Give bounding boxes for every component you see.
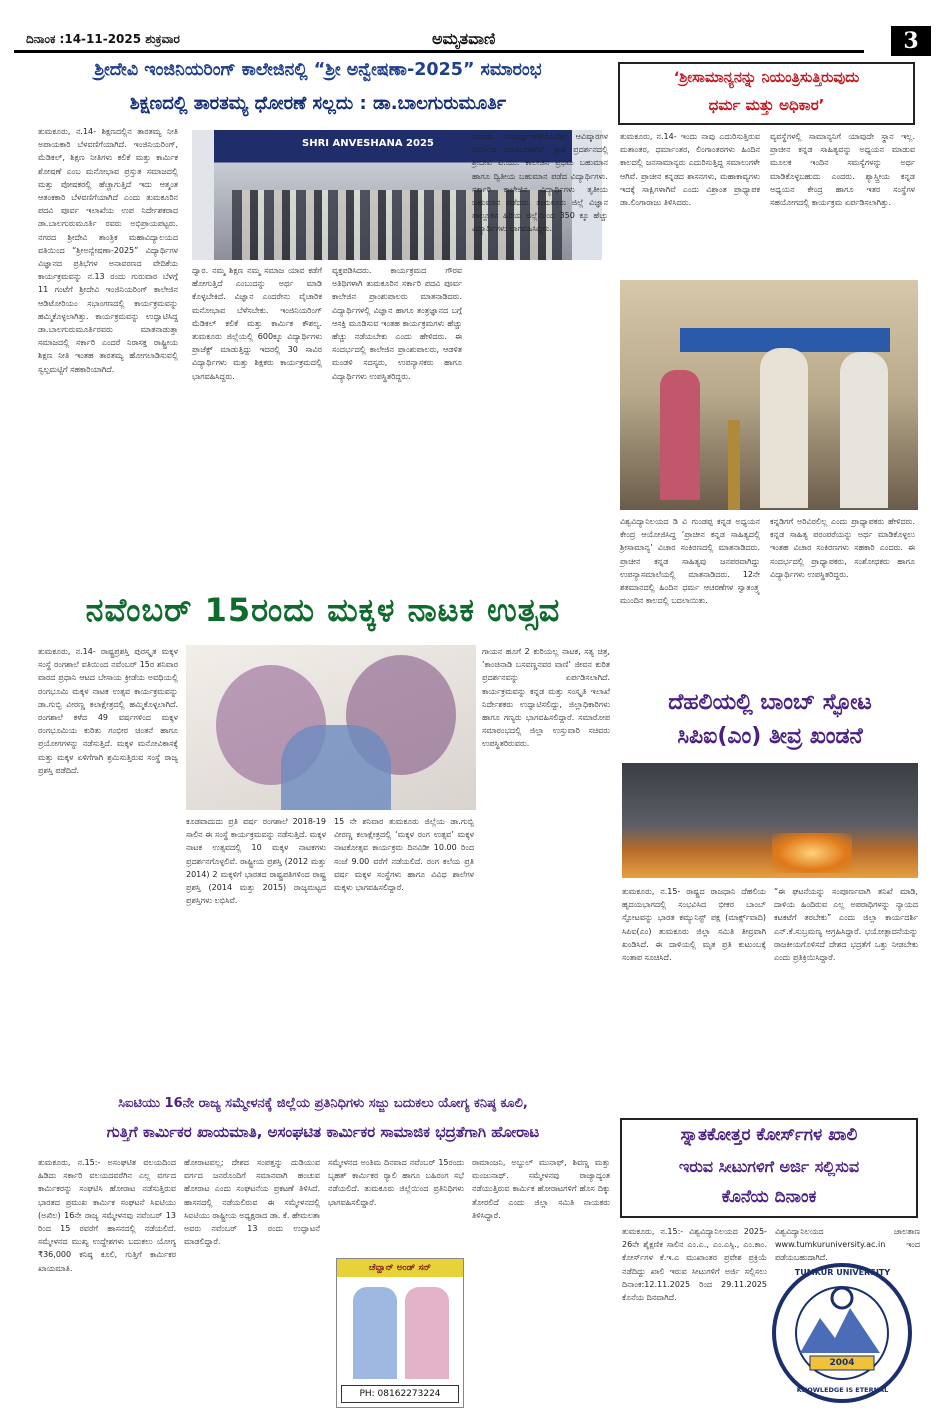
story2-photo [620,280,918,510]
seal-name: TUMKUR UNIVERSITY [794,1268,891,1277]
story5-column-2: ಹೋರಾಟವಲ್ಲ; ದೇಶದ ಸಂಪತ್ತನ್ನು ದುಡಿಯುವ ವರ್ಗದ ಜನರೊಂದಿಗೆ ಸಮಾನವಾಗಿ ಹಂಚುವ ಹೋರಾಟ ಎಂದು ಸಂಘಟನೆಯ ಪ್ರಕಟಣೆ ತಿಳಿಸಿದೆ. ಹಾಸನದಲ್ಲಿ ನಡೆಯಲಿರುವ ಈ ಸಮ್ಮೇಳನದಲ್ಲಿ ಸಿಐಟಿಯು ರಾಷ್ಟ್ರೀಯ ಅಧ್ಯಕ್ಷರಾದ ಡಾ. ಕೆ. ಹೇಮಲತಾ ಅವರು ನವೆಂಬರ್ 13 ರಂದು ಉದ್ಘಾಟನೆ ಮಾಡಲಿದ್ದಾರೆ. [184,1158,320,1247]
ad-child-1 [353,1287,397,1379]
story3-column-3: 15 ನೇ ಶನಿವಾರ ತುಮಕೂರು ಜಿಲ್ಲೆಯ ಡಾ.ಗುಬ್ಬಿ ವೀರಣ್ಣ ಕಲಾಕ್ಷೇತ್ರದಲ್ಲಿ ‘ಮಕ್ಕಳ ರಂಗ ಉತ್ಸವ’ ಮಕ್ಕಳ ನಾಟಕೋತ್ಸವ ಕಾರ್ಯಕ್ರಮ ದಿನವಿಡೀ 10.00 ರಿಂದ ಸಂಜೆ 9.00 ವರೆಗೆ ನಡೆಯಲಿದೆ. ರಂಗ ಕಲೆಯ ಪ್ರತಿ ವರ್ಷ ಮಕ್ಕಳ ಸಂಸ್ಥೆಗಳು ಹಾಗೂ ವಿವಿಧ ಶಾಲೆಗಳ ಮಕ್ಕಳು ಭಾಗವಹಿಸಲಿದ್ದಾರೆ. [334,817,474,893]
story3-illustration [186,645,476,810]
story5-headline-line2: ಗುತ್ತಿಗೆ ಕಾರ್ಮಿಕರ ಖಾಯಮಾತಿ, ಅಸಂಘಟಿತ ಕಾರ್ಮಿಕರ ಸಾಮಾಜಿಕ ಭದ್ರತೆಗಾಗಿ ಹೋರಾಟ [106,1123,540,1141]
ad-phone: PH: 08162273224 [341,1385,459,1403]
story1-column-4: ಎಂದರು. ಸಾಮರ್ಥ್ಯಗಳಿಕೆಯೊಂದಿಗೆ ಆವಿಷ್ಕಾರಗಳ ನಿರ್ಮಾಣ ಮಾಡಬೇಕಾಗಿದೆ. ಕ್ರೀಡೆ ಪ್ರದರ್ಶನದಲ್ಲಿ ಶ್ರೀದೇವಿ ಪಿ.ಯು. ಕಾಲೇಜಿನ ಪ್ರಥಮ ಬಹುಮಾನ ಹಾಗೂ ದ್ವಿತೀಯ ಬಹುಮಾನ ಪಡೆದ ವಿದ್ಯಾರ್ಥಿಗಳು. ಸರ್ಕಾರಿ ಕಾಲೇಜಿನ ವಿದ್ಯಾರ್ಥಿಗಳು ತೃತೀಯ ಬಹುಮಾನ ಪಡೆದರು. ತುಮಕೂರು ಜಿಲ್ಲೆ ವಿಜ್ಞಾನ ತಾಲ್ಲೂಕಿನ ಹಿರಿಯ ಜಿಲ್ಲೆಯಿಂದ 350 ಕ್ಕೂ ಹೆಚ್ಚು ವಿದ್ಯಾರ್ಥಿಗಳು ಭಾಗವಹಿಸಿದ್ದರು. [472,132,608,234]
story3-column-4: ಗಾಯನ ಹೂಗೆ 2 ಕುರಿಯಲ್ಲ ನಾಟಕ, ಸತ್ಯ ಚಿತ್ರ, ‘ಕಾಂಚಿನಾಡಿ ಬಸವಣ್ಣನವರ ವಾಣಿ’ ಜೀವನ ಕುರಿತ ಪ್ರದರ್ಶನವನ್ನು ಏರ್ಪಡಿಸಲಾಗಿದೆ. ಕಾರ್ಯಕ್ರಮವನ್ನು ಕನ್ನಡ ಮತ್ತು ಸಂಸ್ಕೃತಿ ಇಲಾಖೆ ನಿರ್ದೇಶಕರು ಉದ್ಘಾಟಿಸಲಿದ್ದು, ಜಿಲ್ಲಾಧಿಕಾರಿಗಳು ಹಾಗೂ ಗಣ್ಯರು ಭಾಗವಹಿಸಲಿದ್ದಾರೆ. ಸಮಾರೋಪ ಸಮಾರಂಭದಲ್ಲಿ ಜಿಲ್ಲಾ ಉಸ್ತುವಾರಿ ಸಚಿವರು ಉಪಸ್ಥಿತರಿರುವರು. [482,647,610,749]
story3-headline: ನವೆಂಬರ್ 15ರಂದು ಮಕ್ಕಳ ನಾಟಕ ಉತ್ಸವ [85,591,561,629]
story2-headline-line2: ಧರ್ಮ ಮತ್ತು ಅಧಿಕಾರ’ [708,96,825,114]
story6-headline-line2: ಇರುವ ಸೀಟುಗಳಿಗೆ ಅರ್ಜಿ ಸಲ್ಲಿಸುವ [678,1157,860,1176]
story3-column-1: ತುಮಕೂರು, ನ.14- ರಾಷ್ಟ್ರಪ್ರಶಸ್ತಿ ಪುರಸ್ಕೃತ ಮಕ್ಕಳ ಸಂಸ್ಥೆ ರಂಗಶಾಲೆ ವತಿಯಿಂದ ನವೆಂಬರ್ 15ರ ಶನಿವಾರ ವಾರದ ಪ್ರಧಾನಿ ಆಟದ ಬೇಸಾಯ ಕ್ರೀಡೆಯ ಅವಧಿಯಲ್ಲಿ ರಂಗಭೂಮಿ ಮಕ್ಕಳ ನಾಟಕ ಉತ್ಸವ ಕಾರ್ಯಕ್ರಮವನ್ನು ಡಾ.ಗುಬ್ಬಿ ವೀರಣ್ಣ ಕಲಾಕ್ಷೇತ್ರದಲ್ಲಿ ಹಮ್ಮಿಕೊಳ್ಳಲಾಗಿದೆ. ರಂಗಶಾಲೆ ಕಳೆದ 49 ವರ್ಷಗಳಿಂದ ಮಕ್ಕಳ ರಂಗಭೂಮಿಯ ಕುರಿತು ಗಂಭೀರ ಚಿಂತನೆ ಹಾಗೂ ಪ್ರಯೋಗಗಳನ್ನು ನಡೆಸುತ್ತಿದೆ. ಮಕ್ಕಳ ಮನೋವಿಕಾಸಕ್ಕೆ ಮತ್ತು ಮಕ್ಕಳ ಏಳಿಗೆಗಾಗಿ ಶ್ರಮಿಸುತ್ತಿರುವ ಸಂಸ್ಥೆ ರಾಜ್ಯ ಪ್ರಶಸ್ತಿ ಪಡೆದಿದೆ. [38,647,178,775]
ad-child-2 [405,1287,449,1379]
story6-headline-line1: ಸ್ನಾತಕೋತ್ತರ ಕೋರ್ಸ್‌ಗಳ ಖಾಲಿ [680,1125,858,1145]
ad-brand: ಚೆವ್ಹಾನ್ ಅಂಡ್ ಸನ್ [337,1259,463,1277]
story4-photo [622,763,918,878]
photo-fire [772,833,852,873]
story4-column-2: “ಈ ಘಟನೆಯನ್ನು ಸಂಪೂರ್ಣವಾಗಿ ತನಿಖೆ ಮಾಡಿ, ದಾಳಿಯ ಹಿಂದಿರುವ ಎಲ್ಲ ಅಪರಾಧಿಗಳನ್ನು ನ್ಯಾಯದ ಕಟಕಟೆಗೆ ತರಬೇಕು” ಎಂದು ಜಿಲ್ಲಾ ಕಾರ್ಯದರ್ಶಿ ಎನ್.ಕೆ.ಸುಬ್ರಮಣ್ಯ ಆಗ್ರಹಿಸಿದ್ದಾರೆ. ಭಯೋತ್ಪಾದನೆಯನ್ನು ರಾಜಕೀಯಗೊಳಿಸದೆ ದೇಶದ ಭದ್ರತೆಗೆ ಒತ್ತು ನೀಡಬೇಕು ಎಂದು ಪ್ರತಿಕ್ರಿಯಿಸಿದ್ದಾರೆ. [774,887,918,963]
story3-column-2: ಕೂಡವಾದುದು ಪ್ರತಿ ವರ್ಷ ರಂಗಶಾಲೆ 2018-19 ಸಾಲಿನ ಈ ಸಂಸ್ಥೆ ಕಾರ್ಯಕ್ರಮವನ್ನು ನಡೆಸುತ್ತಿದೆ. ಮಕ್ಕಳ ನಾಟಕ ಉತ್ಸವದಲ್ಲಿ 10 ಮಕ್ಕಳ ನಾಟಕಗಳು ಪ್ರದರ್ಶನಗೊಳ್ಳಲಿವೆ. ರಾಷ್ಟ್ರೀಯ ಪ್ರಶಸ್ತಿ (2012 ಮತ್ತು 2014) 2 ಮಕ್ಕಳಿಗೆ ಭಾರತದ ರಾಷ್ಟ್ರಪತಿಗಳಿಂದ ರಾಷ್ಟ್ರ ಪ್ರಶಸ್ತಿ (2014 ಮತ್ತು 2015) ರಾಜ್ಯಮಟ್ಟದ ಪ್ರಶಸ್ತಿಗಳು ಲಭಿಸಿವೆ. [186,817,326,906]
story2-column-2: ವ್ಯವಸ್ಥೆಗಳಲ್ಲಿ ಸಾಮಾನ್ಯನಿಗೆ ಯಾವುದೇ ಸ್ಥಾನ ಇಲ್ಲ. ಪ್ರಾಚೀನ ಕನ್ನಡ ಸಾಹಿತ್ಯವನ್ನು ಅಧ್ಯಯನ ಮಾಡುವ ಮೂಲಕ ಇಂದಿನ ಸಮಸ್ಯೆಗಳನ್ನು ಅರ್ಥ ಮಾಡಿಕೊಳ್ಳಬಹುದು ಎಂದರು. ಶ್ಯಾಸ್ತ್ರೀಯ ಕನ್ನಡ ಅಧ್ಯಯನ ಕೇಂದ್ರ ಹಾಗೂ ಇತರ ಸಂಸ್ಥೆಗಳ ಸಹಯೋಗದಲ್ಲಿ ಕಾರ್ಯಕ್ರಮ ಏರ್ಪಡಿಸಲಾಗಿತ್ತು. [770,132,915,208]
story2-headline-box [618,62,915,125]
illustration-children [281,725,391,810]
seal-year: 2004 [829,1358,855,1368]
story1-column-3: ವ್ಯಕ್ತಪಡಿಸಿದರು. ಕಾರ್ಯಕ್ರಮದ ಗೌರವ ಅತಿಥಿಗಳಾಗಿ ತುಮಕೂರಿನ ಸರ್ಕಾರಿ ಪದವಿ ಪೂರ್ವ ಕಾಲೇಜಿನ ಪ್ರಾಂಶುಪಾಲರು ಮಾತನಾಡಿದರು. ವಿದ್ಯಾರ್ಥಿಗಳಲ್ಲಿ ವಿಜ್ಞಾನ ಹಾಗೂ ತಂತ್ರಜ್ಞಾನದ ಬಗ್ಗೆ ಆಸಕ್ತಿ ಮೂಡಿಸುವ ಇಂತಹ ಕಾರ್ಯಕ್ರಮಗಳು ಹೆಚ್ಚು ಹೆಚ್ಚು ನಡೆಯಬೇಕು ಎಂದು ಹೇಳಿದರು. ಈ ಸಂದರ್ಭದಲ್ಲಿ ಕಾಲೇಜಿನ ಪ್ರಾಂಶುಪಾಲರು, ಆಡಳಿತ ಮಂಡಳಿ ಸದಸ್ಯರು, ಉಪನ್ಯಾಸಕರು ಹಾಗೂ ವಿದ್ಯಾರ್ಥಿಗಳು ಉಪಸ್ಥಿತರಿದ್ದರು. [332,266,462,381]
story1-headline-line1: ಶ್ರೀದೇವಿ ಇಂಜಿನಿಯರಿಂಗ್ ಕಾಲೇಜಿನಲ್ಲಿ “ಶ್ರೀ ಅನ್ವೇಷಣಾ-2025” ಸಮಾರಂಭ [94,60,542,80]
story1-headline-line2: ಶಿಕ್ಷಣದಲ್ಲಿ ತಾರತಮ್ಯ ಧೋರಣೆ ಸಲ್ಲದು : ಡಾ.ಬಾಲಗುರುಮೂರ್ತಿ [129,93,507,114]
school-uniform-ad [336,1258,464,1408]
story5-column-1: ತುಮಕೂರು, ನ.15:- ಅಸಂಘಟಿತ ವಲಯದಿಂದ ಹಿಡಿದು ಸರ್ಕಾರಿ ವಲಯದವರೆಗಿನ ಎಲ್ಲ ವರ್ಗದ ಕಾರ್ಮಿಕರನ್ನು ಸಂಘಟಿಸಿ ಹೋರಾಟ ನಡೆಸುತ್ತಿರುವ ಭಾರತದ ಪ್ರಮುಖ ಕಾರ್ಮಿಕ ಸಂಘಟನೆ ಸಿಐಟಿಯು (ಅಖಿಲ) 16ನೇ ರಾಜ್ಯ ಸಮ್ಮೇಳನವು ನವೆಂಬರ್ 13 ರಿಂದ 15 ರವರೆಗೆ ಹಾಸನದಲ್ಲಿ ನಡೆಯಲಿದೆ. ಸಮ್ಮೇಳನದ ಮುಖ್ಯ ಉದ್ದೇಶಗಳು ಬದುಕಲು ಯೋಗ್ಯ ₹36,000 ಕನಿಷ್ಠ ಕೂಲಿ, ಗುತ್ತಿಗೆ ಕಾರ್ಮಿಕರ ಖಾಯಮಾತಿ. [38,1158,176,1273]
story1-column-2: ದ್ವಾರ. ನಮ್ಮ ಶಿಕ್ಷಣ ನಮ್ಮ ಸಮಾಜ ಯಾವ ಕಡೆಗೆ ಹೋಗುತ್ತಿದೆ ಎಂಬುದನ್ನು ಅರ್ಥ ಮಾಡಿ ಕೊಳ್ಳಬೇಕಿದೆ. ವಿಜ್ಞಾನ ಎಂದರೇನು ವೈಚಾರಿಕ ಮನೋಭಾವ ಬೆಳೆಸಬೇಕು. ಇಂಜಿನಿಯರಿಂಗ್ ಮೆಡಿಕಲ್ ಕಲಿಕೆ ಮತ್ತು ಕಾರ್ಮಿಕ ಕೌಶಲ್ಯ. ತುಮಕೂರು ಜಿಲ್ಲೆಯಲ್ಲಿ 600ಕ್ಕೂ ವಿದ್ಯಾರ್ಥಿಗಳು ಪ್ರಾಜೆಕ್ಟ್ ಮಾಡುತ್ತಿದ್ದು ಇದರಲ್ಲಿ 30 ಸಾವಿರ ವಿದ್ಯಾರ್ಥಿಗಳು ಮತ್ತು ಶಿಕ್ಷಕರು ಕಾರ್ಯಕ್ರಮದಲ್ಲಿ ಭಾಗವಹಿಸಿದ್ದರು. [192,266,322,381]
story2-column-3: ವಿಶ್ವವಿದ್ಯಾನಿಲಯದ ಡಿ ವಿ ಗುಂಡಪ್ಪ ಕನ್ನಡ ಅಧ್ಯಯನ ಕೇಂದ್ರ ಆಯೋಜಿಸಿದ್ದ ‘ಪ್ರಾಚೀನ ಕನ್ನಡ ಸಾಹಿತ್ಯದಲ್ಲಿ ಶ್ರೀಸಾಮಾನ್ಯ’ ವಿಚಾರ ಸಂಕಿರಣದಲ್ಲಿ ಮಾತನಾಡಿದರು. ಪ್ರಾಚೀನ ಕನ್ನಡ ಸಾಹಿತ್ಯವು ಜನಪರವಾಗಿದ್ದು ಉಪನ್ಯಾಸಮಾಲೆಯಲ್ಲಿ ಮಾತನಾಡಿದರು. 12ನೇ ಶತಮಾನದಲ್ಲಿ ಹಿಂದಿನ ಧರ್ಮ ಆಚರಣೆಗಳ ಸ್ವಾತಂತ್ರ್ಯ ಮುಂದಿನ ಕಾಲದಲ್ಲಿ ಬದಲಾಯಿತು. [620,517,760,606]
photo-lamp [728,420,740,510]
story2-column-1: ತುಮಕೂರು, ನ.14- ಇಂದು ನಾವು ಎದುರಿಸುತ್ತಿರುವ ಮತಾಂತರ, ಧರ್ಮಾಂತರ, ಲಿಂಗಾಂತರಗಳು ಹಿಂದಿನ ಕಾಲದಲ್ಲಿ ಜನಸಾಮಾನ್ಯರು ಎದುರಿಸುತ್ತಿದ್ದ ಸಮಾಲುಗಳೇ ಆಗಿವೆ. ಪ್ರಾಚೀನ ಕನ್ನಡದ ಶಾಸನಗಳು, ಮಹಾಕಾವ್ಯಗಳು ಇದಕ್ಕೆ ಸಾಕ್ಷಿಗಳಾಗಿವೆ ಎಂದು ವಿಶ್ರಾಂತ ಪ್ರಾಧ್ಯಾಪಕ ಡಾ.ಲಿಂಗಾರಾಜು ತಿಳಿಸಿದರು. [620,132,760,208]
story6-column-1: ತುಮಕೂರು, ನ.15:- ವಿಶ್ವವಿದ್ಯಾನಿಲಯದ 2025-26ನೇ ಶೈಕ್ಷಣಿಕ ಸಾಲಿನ ಎಂ.ಎ., ಎಂ.ಎಸ್ಸಿ., ಎಂ.ಕಾಂ. ಕೋರ್ಸ್‌ಗಳ ಕೆ.ಇ.ಎ ಮುಖಾಂತರ ಪ್ರವೇಶ ಪ್ರಕ್ರಿಯೆ ನಡೆದಿದ್ದು ಖಾಲಿ ಇರುವ ಸೀಟುಗಳಿಗೆ ಅರ್ಜಿ ಸಲ್ಲಿಸಲು ದಿನಾಂಕ:12.11.2025 ರಿಂದ 29.11.2025 ಕೊನೆಯ ದಿನವಾಗಿದೆ. [622,1227,767,1303]
seal-motto: KNOWLEDGE IS ETERNAL [796,1386,889,1394]
story2-column-4: ಕನ್ನಡಿಗಗೆ ಅರಿವಿರಲಿಲ್ಲ ಎಂದು ಪ್ರಾಧ್ಯಾಪಕರು ಹೇಳಿದರು. ಕನ್ನಡ ಸಾಹಿತ್ಯ ಪರಂಪರೆಯನ್ನು ಅರ್ಥ ಮಾಡಿಕೊಳ್ಳಲು ಇಂತಹ ವಿಚಾರ ಸಂಕಿರಣಗಳು ಸಹಕಾರಿ ಎಂದರು. ಈ ಸಂದರ್ಭದಲ್ಲಿ ಪ್ರಾಧ್ಯಾಪಕರು, ಸಂಶೋಧಕರು ಹಾಗೂ ವಿದ್ಯಾರ್ಥಿಗಳು ಉಪಸ್ಥಿತರಿದ್ದರು. [770,517,915,579]
issue-date: ದಿನಾಂಕ :14-11-2025 ಶುಕ್ರವಾರ [26,32,180,46]
story5-headline-line1: ಸಿಐಟಿಯು 16ನೇ ರಾಜ್ಯ ಸಮ್ಮೇಳನಕ್ಕೆ ಜಿಲ್ಲೆಯ ಪ್ರತಿನಿಧಿಗಳು ಸಜ್ಜು ಬದುಕಲು ಯೋಗ್ಯ ಕನಿಷ್ಠ ಕೂಲಿ, [118,1096,528,1111]
photo-person-1 [660,370,700,500]
story2-headline-line1: ‘ಶ್ರೀಸಾಮಾನ್ಯನನ್ನು ನಿಯಂತ್ರಿಸುತ್ತಿರುವುದು [673,70,860,86]
story6-column-2: ವಿಶ್ವವಿದ್ಯಾನಿಲಯದ ಜಾಲತಾಣ www.tumkuruniversity.ac.in ಇಂದ ಪಡೆಯಬಹುದಾಗಿದೆ. [775,1227,920,1263]
tumkur-university-seal [770,1258,915,1408]
photo-person-3 [840,352,888,508]
story4-headline-line1: ದೆಹಲಿಯಲ್ಲಿ ಬಾಂಬ್ ಸ್ಫೋಟ [668,690,872,715]
story5-column-3: ಸಮ್ಮೇಳನದ ಅಂತಿಮ ದಿನವಾದ ನವೆಂಬರ್ 15ರಂದು ಬೃಹತ್ ಕಾರ್ಮಿಕರ ರ‍್ಯಾಲಿ ಹಾಗೂ ಬಹಿರಂಗ ಸಭೆ ನಡೆಯಲಿದೆ. ತುಮಕೂರು ಜಿಲ್ಲೆಯಿಂದ ಪ್ರತಿನಿಧಿಗಳು ಭಾಗವಹಿಸಲಿದ್ದಾರೆ. [328,1158,464,1207]
story4-headline-line2: ಸಿಪಿಐ(ಎಂ) ತೀವ್ರ ಖಂಡನೆ [677,724,863,749]
paper-name: ಅಮೃತವಾಣಿ [432,29,496,48]
photo-left-panel [192,130,214,260]
photo-person-2 [760,348,808,508]
story5-column-4: ರಾಮಾಂಜನಿ, ಅಬ್ದುಲ್ ಮುನಾಫ್, ಶಿವಣ್ಣ ಮತ್ತು ಮಂಜುನಾಥ್. ಸಮ್ಮೇಳನವು ರಾಜ್ಯಾದ್ಯಂತ ನಡೆಯುತ್ತಿರುವ ಕಾರ್ಮಿಕ ಹೋರಾಟಗಳಿಗೆ ಹೊಸ ದಿಕ್ಕು ತೋರಲಿದೆ ಎಂದು ಜಿಲ್ಲಾ ಸಮಿತಿ ನಾಯಕರು ತಿಳಿಸಿದ್ದಾರೆ. [472,1158,610,1220]
page-number: 3 [891,26,931,56]
story6-headline-line3: ಕೊನೆಯ ದಿನಾಂಕ [721,1187,817,1207]
story1-column-1: ತುಮಕೂರು, ನ.14- ಶಿಕ್ಷಣದಲ್ಲಿನ ತಾರತಮ್ಯ ನೀತಿ ಅಪಾಯಕಾರಿ ಬೆಳವಣಿಗೆಯಾಗಿದೆ. ಇಂಜಿನಿಯರಿಂಗ್, ಮೆಡಿಕಲ್, ಶಿಕ್ಷಣ ನೀತಿಗಳು ಕಲಿಕೆ ಮತ್ತು ಕಾರ್ಮಿಕ ಶೋಷಣೆ ಎಂಬ ಮನೋಭಾವ ಪ್ರಸ್ತುತ ಸಮಾಜದಲ್ಲಿ ಮತ್ತು ಪೋಷಕರಲ್ಲಿ ಹೆಚ್ಚಾಗುತ್ತಿದೆ ಇದು ಆತ್ಮಂತ ಆತಂಕಕಾರಿ ಬೆಳವಣಿಗೆಯಾಗಿದೆ ಎಂದು ತುಮಕೂರಿನ ಪದವಿ ಪೂರ್ವ ಇಲಾಖೆಯ ಉಪ ನಿರ್ದೇಶಕರಾದ ಡಾ.ಬಾಲಗುರುಮೂರ್ತಿ ರವರು ಅಭಿಪ್ರಾಯಪಟ್ಟರು. ನಗರದ ಶ್ರೀದೇವಿ ತಾಂತ್ರಿಕ ಮಹಾವಿದ್ಯಾಲಯದ ವತಿಯಿಂದ “ಶ್ರೀಅನ್ವೇಷಣಾ-2025” ವಿದ್ಯಾರ್ಥಿಗಳ ವಿಜ್ಞಾನದ ಪ್ರತಿಭೆಗಳ ಅನಾವರಣದ ವೇದಿಕೆಯ ಕಾರ್ಯಕ್ರಮವನ್ನು ನ.13 ರಂದು ಗುರುವಾರ ಬೆಳಗ್ಗೆ 11 ಗಂಟೆಗೆ ಶ್ರೀದೇವಿ ಇಂಜಿನಿಯರಿಂಗ್ ಕಾಲೇಜಿನ ಆಡಿಟೋರಿಯಂ ಸಭಾಂಗಣದಲ್ಲಿ ಕಾರ್ಯಕ್ರಮವನ್ನು ಹಮ್ಮಿಕೊಳ್ಳಲಾಗಿತ್ತು. ಕಾರ್ಯಕ್ರಮವನ್ನು ಉದ್ಘಾಟಿಸಿದ್ದ ಡಾ.ಬಾಲಗುರುಮೂರ್ತಿರವರು ಮಾತನಾಡುತ್ತಾ ಸಮಾಜದಲ್ಲಿ ಸರ್ಕಾರಿ ಎಂದರೆ ನಿರಾಸಕ್ತ ರಾಷ್ಟ್ರೀಯ ಶಿಕ್ಷಣ ನೀತಿ ಇಂತಹ ತಾರತಮ್ಯ ಹೋಗಲಾಡಿಸುವಲ್ಲಿ ಸ್ವಲ್ಪಮಟ್ಟಿಗೆ ಸಹಕಾರಿಯಾಗಿದೆ. [38,127,178,374]
story6-headline-box [620,1118,918,1218]
story4-column-1: ತುಮಕೂರು, ನ.15- ರಾಷ್ಟ್ರದ ರಾಜಧಾನಿ ದೆಹಲಿಯ ಹೃದಯಭಾಗದಲ್ಲಿ ಸಂಭವಿಸಿದ ಭೀಕರ ಬಾಂಬ್ ಸ್ಫೋಟವನ್ನು ಭಾರತ ಕಮ್ಯುನಿಸ್ಟ್ ಪಕ್ಷ (ಮಾರ್ಕ್ಸ್‌ವಾದಿ) ಸಿಪಿಐ(ಎಂ) ತುಮಕೂರು ಜಿಲ್ಲಾ ಸಮಿತಿ ತೀವ್ರವಾಗಿ ಖಂಡಿಸಿದೆ. ಈ ದಾಳಿಯಲ್ಲಿ ಮೃತ ಪ್ರತಿ ಕುಟುಂಬಕ್ಕೆ ಸಂತಾಪ ಸೂಚಿಸಿದೆ. [622,887,766,963]
masthead [14,28,931,52]
masthead-rule [14,50,864,53]
story1-photo-banner: SHRI ANVESHANA 2025 [302,138,434,149]
